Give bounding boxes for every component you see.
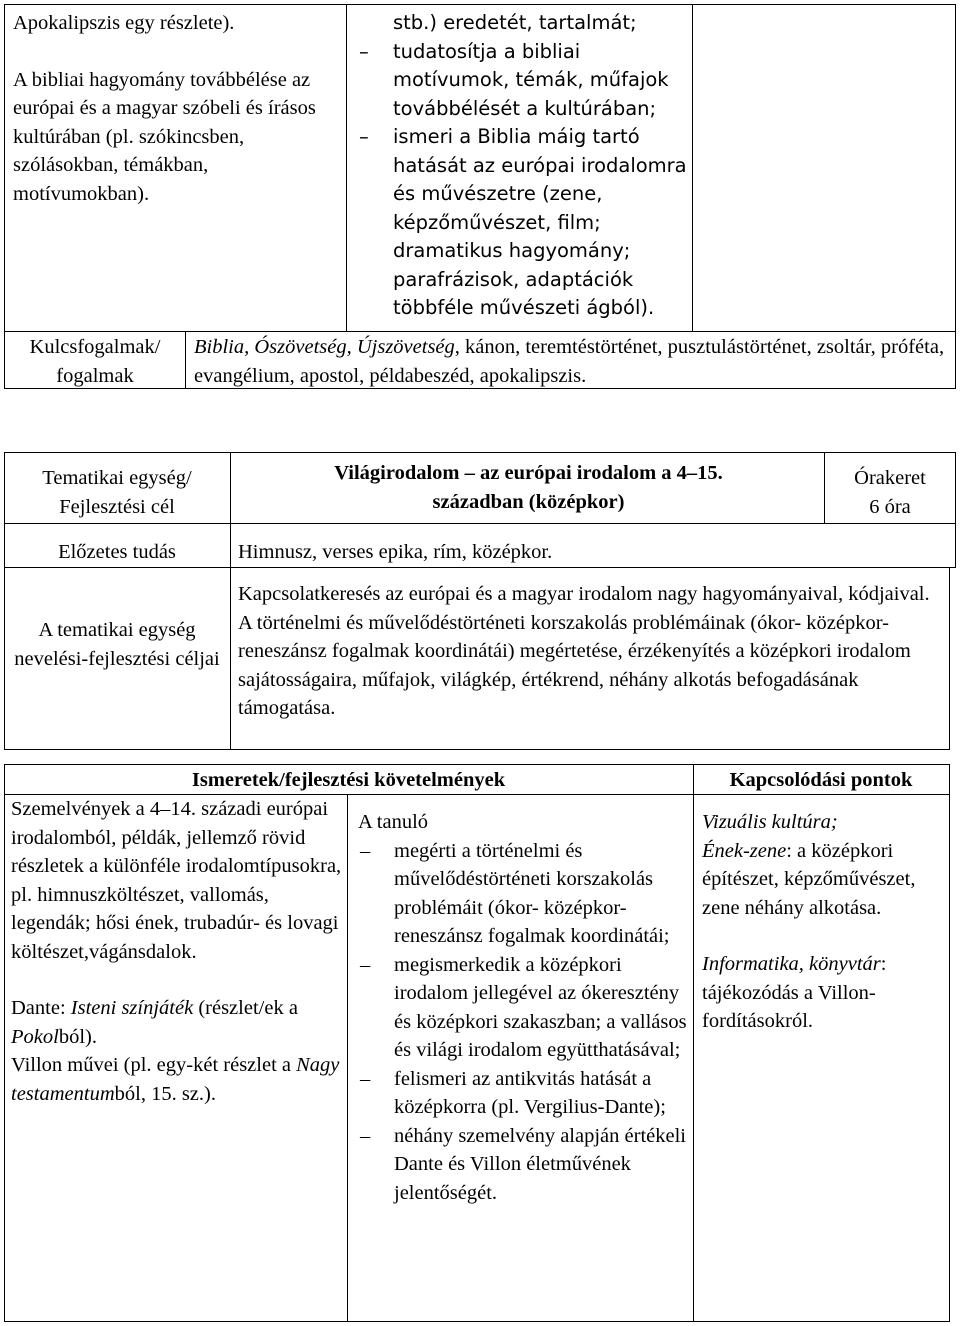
- page-title: Világirodalom – az európai irodalom a 4–15. században (középkor): [334, 462, 723, 513]
- table1-left-cell: [4, 4, 347, 332]
- informatika-text: Informatika, könyvtár: tájékozódás a Villon-fordításokról.: [702, 953, 887, 1032]
- list-item: – megismerkedik a középkori irodalom jellegével az ókeresztény és középkori szakaszban; a vallásos és világi irodalom együtthatásával;: [358, 951, 690, 1065]
- kapcsolodasi-cell: [693, 794, 950, 1322]
- elozetes-label-cell: [4, 523, 231, 568]
- kapcsolodasi-header-cell: [693, 764, 950, 795]
- ismeretek-header-cell: [4, 764, 694, 795]
- dante-text: Dante: Isteni színjáték (részlet/ek a Pokolból).: [11, 997, 298, 1048]
- tanulo-intro: A tanuló: [358, 811, 429, 833]
- list-item: – néhány szemelvény alapján értékeli Dante és Villon életművének jelentőségét.: [358, 1122, 690, 1208]
- kulcs-italic-terms: Biblia, Ószövetség, Újszövetség: [194, 336, 455, 358]
- list-item: – felismeri az antikvitás hatását a középkorra (pl. Vergilius-Dante);: [358, 1065, 690, 1122]
- elozetes-value-cell: [230, 523, 956, 568]
- tanulo-cell: [347, 794, 694, 1322]
- elozetes-label: Előzetes tudás: [58, 541, 176, 563]
- celjai-label: A tematikai egység nevelési-fejlesztési céljai: [14, 619, 220, 670]
- mid-intro: stb.) eredetét, tartalmát;: [393, 11, 637, 34]
- celjai-value-cell: [230, 567, 950, 750]
- kulcsfogalmak-label-cell: [4, 331, 186, 389]
- orakeret-label: Órakeret: [854, 467, 926, 489]
- table1-mid-cell: [346, 4, 693, 332]
- celjai-label-cell: [4, 567, 231, 750]
- kulcsfogalmak-value-cell: [185, 331, 956, 389]
- kapcsolodasi-header: Kapcsolódási pontok: [729, 769, 913, 791]
- kulcs-terms: , kánon, teremtéstörténet, pusztulástörténet, zsoltár, próféta, evangélium, apostol, példabeszéd, apokalipszis.: [194, 336, 945, 387]
- villon-text: Villon művei (pl. egy-két részlet a Nagy testamentumból, 15. sz.).: [11, 1054, 340, 1105]
- mid-list: [357, 38, 689, 323]
- list-item: – megérti a történelmi és művelődéstörténeti korszakolás problémáit (ókor- középkor- reneszánsz fogalmak koordinátái;: [358, 837, 690, 951]
- kulcsfogalmak-label: Kulcsfogalmak/ fogalmak: [29, 336, 161, 387]
- bibliai-hagyomany-text: A bibliai hagyomány továbbélése az európai és a magyar szóbeli és írásos kultúrában (pl. szókincsben, szólásokban, témákban, motívumokban).: [13, 68, 316, 205]
- table1-right-cell: [692, 4, 956, 332]
- apokalipszis-text: Apokalipszis egy részlete).: [13, 12, 235, 34]
- ismeretek-header: Ismeretek/fejlesztési követelmények: [191, 769, 506, 791]
- tematikai-label: Tematikai egység/ Fejlesztési cél: [42, 467, 192, 518]
- list-item: – ismeri a Biblia máig tartó hatását az európai irodalomra és művészetre (zene, képzőművészet, film; dramatikus hagyomány; parafrázisok, adaptációk többféle művészeti ágból).: [357, 123, 689, 323]
- vizualis-kultura: Vizuális kultúra;: [702, 811, 838, 833]
- enek-zene-text: Ének-zene: a középkori építészet, képzőművészet, zene néhány alkotása.: [702, 839, 916, 919]
- szemelvenyek-cell: [4, 794, 348, 1322]
- elozetes-value: Himnusz, verses epika, rím, középkor.: [238, 541, 553, 563]
- title-cell: [230, 452, 825, 524]
- orakeret-cell: [824, 452, 956, 524]
- orakeret-value: 6 óra: [869, 495, 911, 518]
- celjai-value: Kapcsolatkeresés az európai és a magyar irodalom nagy hagyományaival, kódjaival. A történelmi és művelődéstörténeti korszakolás problémáinak (ókor- középkor- reneszánsz fogalmak koordinátái) megértetése, érzékenyítés a középkori irodalom sajátosságaira, műfajok, világkép, értékrend, néhány alkotás befogadásának támogatása.: [238, 583, 930, 719]
- tematikai-label-cell: [4, 452, 231, 524]
- tanulo-list: [358, 837, 690, 1208]
- szemelvenyek-text: Szemelvények a 4–14. századi európai irodalomból, példák, jellemző rövid részletek a különféle irodalomtípusokra, pl. himnuszköltészet, vallomás, legendák; hősi ének, trubadúr- és lovagi költészet,vágánsdalok.: [11, 798, 342, 963]
- list-item: – tudatosítja a bibliai motívumok, témák, műfajok továbbélését a kultúrában;: [357, 38, 689, 124]
